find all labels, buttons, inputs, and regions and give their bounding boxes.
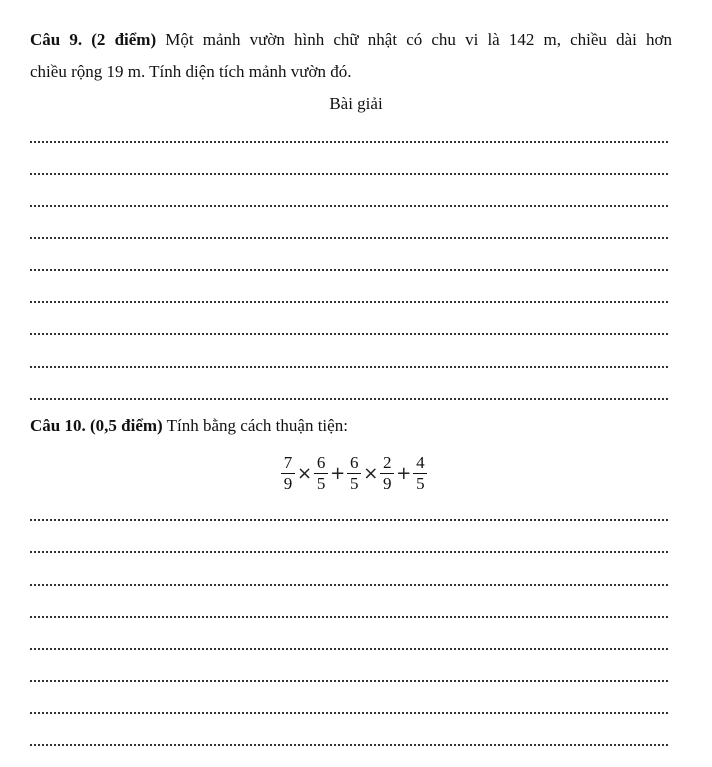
numerator: 7 bbox=[283, 452, 293, 472]
operator: + bbox=[396, 462, 412, 484]
fraction bbox=[347, 454, 361, 493]
question-9-text-1: Một mảnh vườn hình chữ nhật có chu vi là 142 m, chiều dài hơn bbox=[156, 30, 672, 49]
question-9-text-2: chiều rộng 19 m. Tính diện tích mảnh vườn đó. bbox=[30, 62, 352, 81]
answer-line bbox=[30, 744, 668, 746]
question-9-line-1 bbox=[30, 29, 672, 51]
answer-line bbox=[30, 141, 668, 143]
numerator: 6 bbox=[316, 452, 326, 472]
denominator: 9 bbox=[383, 473, 392, 493]
operator: × bbox=[363, 462, 379, 484]
operator: + bbox=[330, 462, 346, 484]
math-expression bbox=[280, 450, 428, 496]
question-10-text: Tính bằng cách thuận tiện: bbox=[162, 416, 348, 435]
solution-heading: Bài giải bbox=[329, 94, 383, 113]
answer-line bbox=[30, 366, 668, 368]
question-9-label: Câu 9. (2 điểm) bbox=[30, 30, 157, 49]
fraction bbox=[380, 454, 394, 493]
answer-line bbox=[30, 237, 668, 239]
denominator: 9 bbox=[283, 473, 293, 493]
question-10 bbox=[30, 415, 348, 437]
answer-line bbox=[30, 519, 668, 521]
numerator: 6 bbox=[349, 452, 359, 472]
answer-line bbox=[30, 584, 668, 586]
answer-line bbox=[30, 616, 668, 618]
fraction bbox=[281, 454, 295, 493]
denominator: 5 bbox=[316, 473, 326, 493]
numerator: 4 bbox=[416, 452, 425, 472]
answer-line bbox=[30, 680, 668, 682]
denominator: 5 bbox=[349, 473, 359, 493]
denominator: 5 bbox=[416, 473, 425, 493]
question-10-label: Câu 10. (0,5 điểm) bbox=[30, 416, 163, 435]
answer-line bbox=[30, 205, 668, 207]
answer-line bbox=[30, 398, 668, 400]
answer-line bbox=[30, 301, 668, 303]
answer-line bbox=[30, 269, 668, 271]
numerator: 2 bbox=[383, 452, 392, 472]
answer-line bbox=[30, 712, 668, 714]
answer-line bbox=[30, 551, 668, 553]
fraction bbox=[413, 454, 427, 493]
answer-line bbox=[30, 648, 668, 650]
fraction bbox=[314, 454, 328, 493]
operator: × bbox=[297, 462, 313, 484]
answer-line bbox=[30, 333, 668, 335]
answer-line bbox=[30, 173, 668, 175]
